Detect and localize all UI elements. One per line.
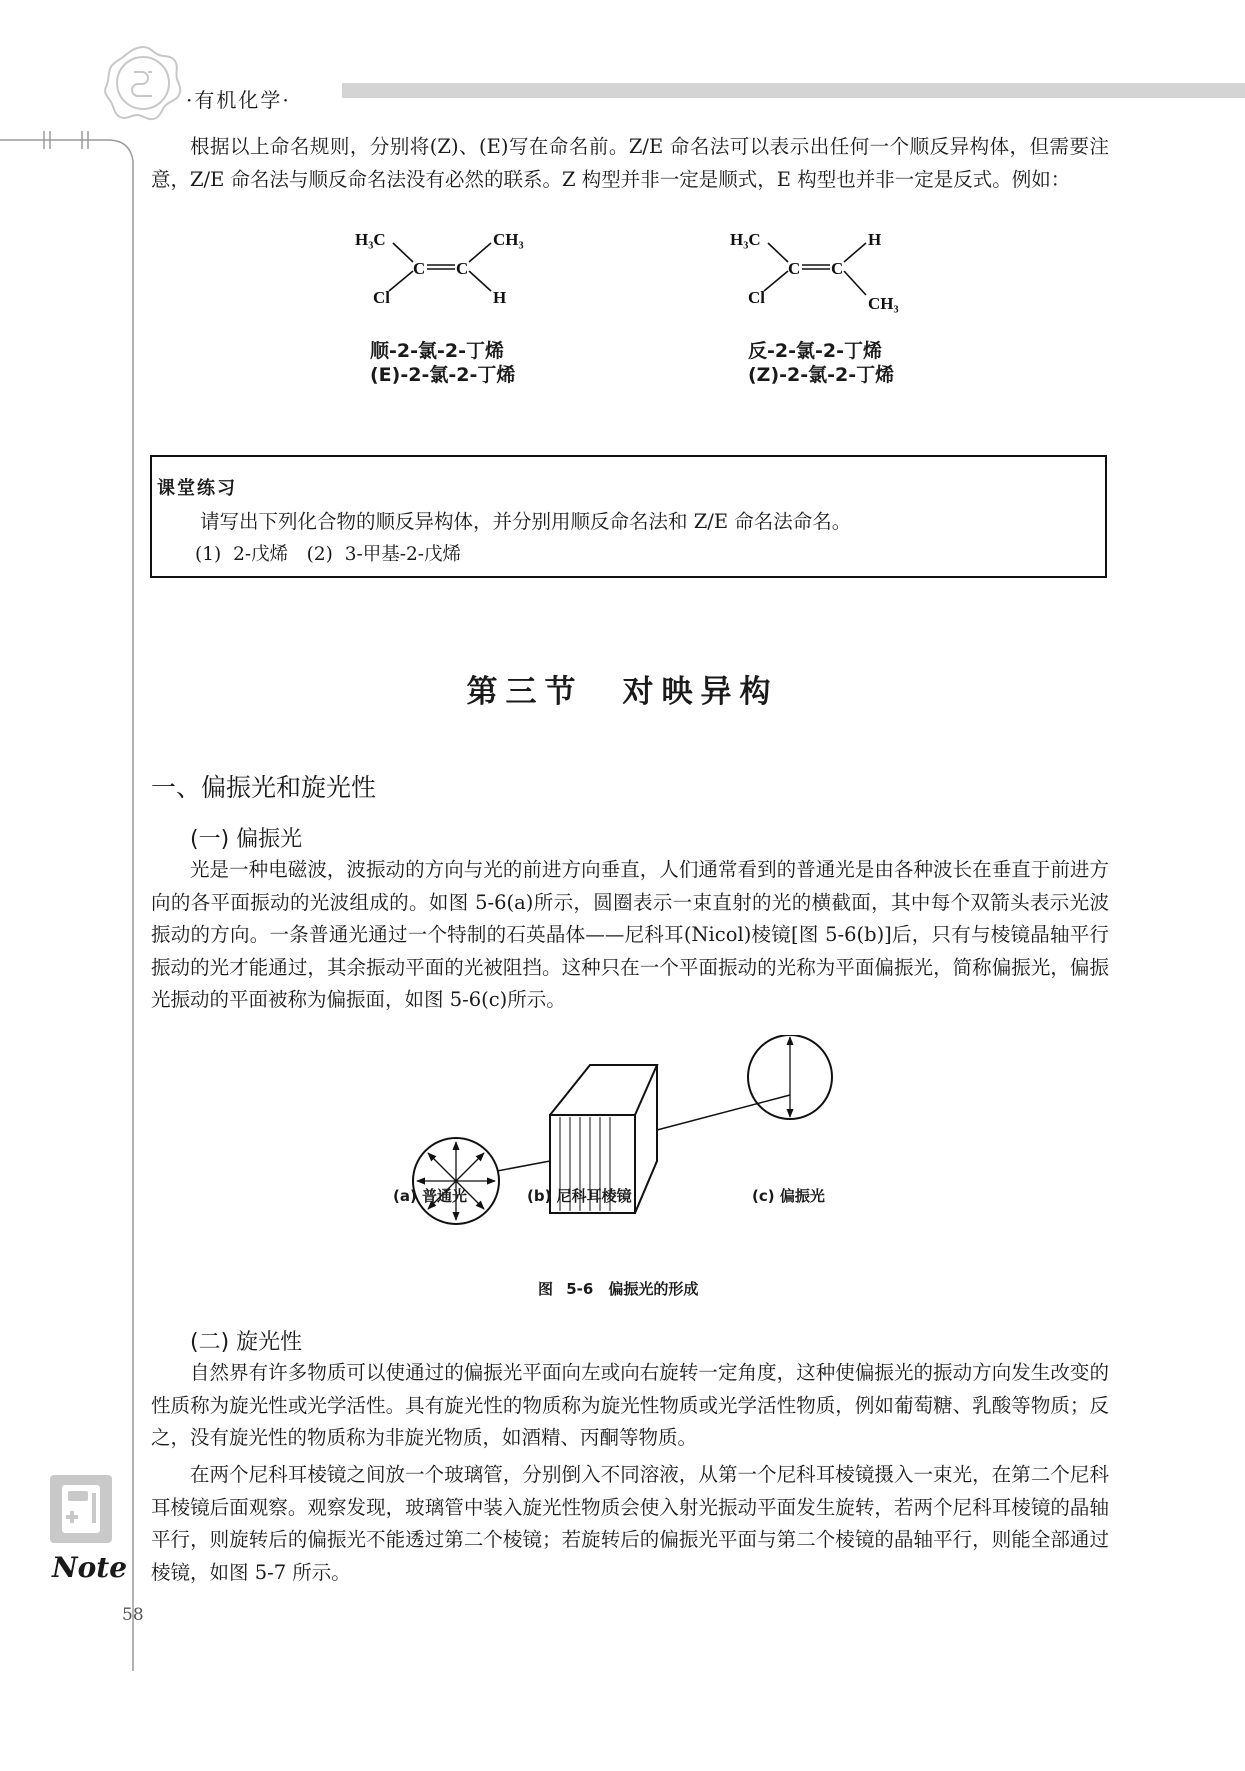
note-icon <box>48 1473 114 1545</box>
running-title: ·有机化学· <box>186 88 291 112</box>
atom-label: CH₃ <box>493 230 524 249</box>
atom-label: H₃C <box>730 230 761 249</box>
figure-label-b: (b) 尼科耳棱镜 <box>527 1187 632 1205</box>
molecule-name-cis: 顺-2-氯-2-丁烯 <box>370 340 504 362</box>
atom-label: C <box>788 259 801 278</box>
publisher-logo-icon <box>104 44 182 122</box>
page-number: 58 <box>122 1605 144 1625</box>
section-title: 第三节 对映异构 <box>466 674 779 710</box>
intro-paragraph: 根据以上命名规则，分别将(Z)、(E)写在命名前。Z/E 命名法可以表示出任何一个顺反异构体，但需要注意，Z/E 命名法与顺反命名法没有必然的联系。Z 构型并非一定是顺式，E 构型也并非一定是反式。例如： <box>151 135 1109 191</box>
atom-label: H₃C <box>355 230 386 249</box>
atom-label: Cl <box>748 288 765 307</box>
paragraph-optical-activity-2: 在两个尼科耳棱镜之间放一个玻璃管，分别倒入不同溶液，从第一个尼科耳棱镜摄入一束光，在第二个尼科耳棱镜后面观察。观察发现，玻璃管中装入旋光性物质会使入射光振动平面发生旋转，若两个尼科耳棱镜的晶轴平行，则旋转后的偏振光不能透过第二个棱镜；若旋转后的偏振光平面与第二个棱镜的晶轴平行，则能全部通过棱镜，如图 5-7 所示。 <box>151 1463 1109 1584</box>
atom-label: C <box>456 259 469 278</box>
molecule-name-trans: 反-2-氯-2-丁烯 <box>748 340 882 362</box>
figure-label-a: (a) 普通光 <box>393 1187 468 1205</box>
figure-label-c: (c) 偏振光 <box>752 1187 825 1205</box>
atom-label: C <box>831 259 844 278</box>
header-bar <box>342 83 1245 98</box>
atom-label: H <box>493 288 507 307</box>
atom-label: CH₃ <box>868 294 899 313</box>
paragraph-optical-activity-1: 自然界有许多物质可以使通过的偏振光平面向左或向右旋转一定角度，这种使偏振光的振动方向发生改变的性质称为旋光性或光学活性。具有旋光性的物质称为旋光性物质或光学活性物质，例如葡萄糖、乳酸等物质；反之，没有旋光性的物质称为非旋光物质，如酒精、丙酮等物质。 <box>151 1361 1109 1449</box>
atom-label: Cl <box>373 288 390 307</box>
exercise-title: 课堂练习 <box>157 478 237 499</box>
subheading-optical-activity: (二) 旋光性 <box>190 1330 303 1355</box>
subheading-polarized-light: (一) 偏振光 <box>190 827 303 852</box>
atom-label: C <box>413 259 426 278</box>
molecule-structure-2 <box>730 225 990 330</box>
heading-polarized-and-optical-activity: 一、偏振光和旋光性 <box>151 773 377 802</box>
note-label: Note <box>52 1551 128 1584</box>
figure-polarized-light-diagram <box>400 1035 880 1257</box>
paragraph-polarized-light: 光是一种电磁波，波振动的方向与光的前进方向垂直，人们通常看到的普通光是由各种波长在垂直于前进方向的各平面振动的光波组成的。如图 5-6(a)所示，圆圈表示一束直射的光的横截面，其中每个双箭头表示光波振动的方向。一条普通光通过一个特制的石英晶体——尼科耳(Nicol)棱镜[图 5-6(b)]后，只有与棱镜晶轴平行振动的光才能通过，其余振动平面的光被阻挡。这种只在一个平面振动的光称为平面偏振光，简称偏振光，偏振光振动的平面被称为偏振面，如图 5-6(c)所示。 <box>151 858 1109 1011</box>
molecule-structure-1 <box>355 225 615 330</box>
molecule-name-ze: (Z)-2-氯-2-丁烯 <box>748 364 895 386</box>
exercise-items: (1) 2-戊烯 (2) 3-甲基-2-戊烯 <box>195 544 461 565</box>
atom-label: H <box>868 230 882 249</box>
exercise-question: 请写出下列化合物的顺反异构体，并分别用顺反命名法和 Z/E 命名法命名。 <box>200 510 852 533</box>
molecule-name-ze: (E)-2-氯-2-丁烯 <box>370 364 516 386</box>
figure-caption: 图 5-6 偏振光的形成 <box>538 1280 699 1298</box>
